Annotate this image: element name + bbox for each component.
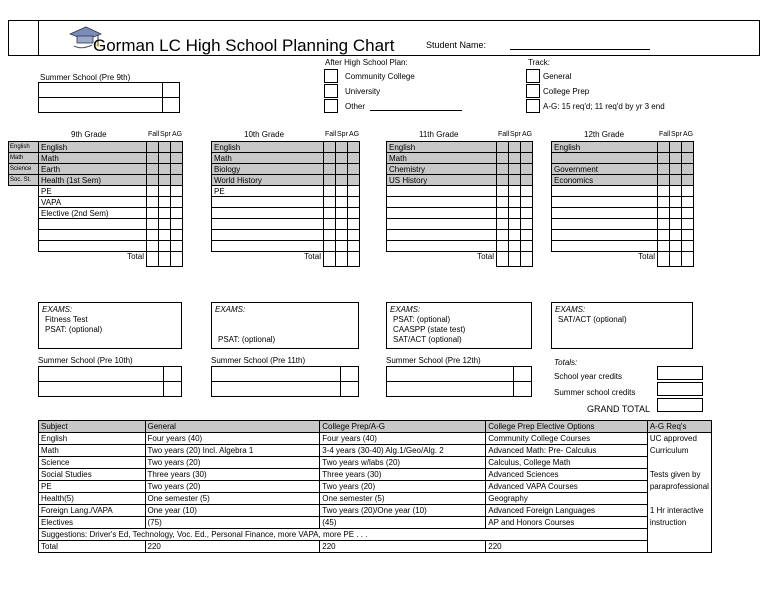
after-hs-label: After High School Plan: bbox=[325, 58, 408, 67]
row-label-science: Science bbox=[8, 163, 39, 175]
table-cell-0-3: Community College Courses bbox=[486, 433, 648, 445]
general-track-checkbox[interactable] bbox=[526, 69, 540, 83]
grade-2-course-1[interactable]: Math bbox=[386, 152, 497, 164]
ag-note-0: UC approved bbox=[647, 433, 711, 445]
table-row bbox=[39, 493, 712, 505]
university-checkbox[interactable] bbox=[324, 84, 338, 98]
table-cell-3-3: Advanced Sciences bbox=[486, 469, 648, 481]
grade-1-total-cell-2[interactable] bbox=[347, 251, 360, 267]
table-cell-2-1: Two years (20) bbox=[145, 457, 320, 469]
ag-note-total bbox=[647, 541, 711, 553]
ag-note-7: instruction bbox=[647, 517, 711, 529]
student-name-field[interactable] bbox=[510, 49, 650, 50]
table-cell-7-0: Electives bbox=[39, 517, 146, 529]
college-prep-track-label: College Prep bbox=[543, 87, 590, 96]
grand-total-field[interactable] bbox=[657, 398, 703, 412]
grade-0-summer-ag2[interactable] bbox=[163, 381, 182, 397]
grade-2-summer-ag1[interactable] bbox=[513, 366, 532, 382]
grade-2-course-0[interactable]: English bbox=[386, 141, 497, 153]
grade-0-term-spr: Spr bbox=[160, 131, 171, 138]
table-row bbox=[39, 457, 712, 469]
suggestions-text: Suggestions: Driver's Ed, Technology, Voc. Ed., Personal Finance, more VAPA, more PE . . . bbox=[39, 529, 648, 541]
grade-2-summer-ag2[interactable] bbox=[513, 381, 532, 397]
table-row bbox=[39, 505, 712, 517]
table-cell-3-0: Social Studies bbox=[39, 469, 146, 481]
grade-1-course-1[interactable]: Math bbox=[211, 152, 324, 164]
grade-3-exams-label: EXAMS: bbox=[555, 305, 586, 314]
grand-total-label: GRAND TOTAL bbox=[587, 404, 651, 414]
school-year-credits-field[interactable] bbox=[657, 366, 703, 380]
table-cell-3-1: Three years (30) bbox=[145, 469, 320, 481]
table-cell-6-3: Advanced Foreign Languages bbox=[486, 505, 648, 517]
ag-note-1: Curriculum bbox=[647, 445, 711, 457]
grade-0-exam-0: Fitness Test bbox=[45, 315, 88, 324]
grade-0-summer-row1[interactable] bbox=[38, 366, 164, 382]
total-cell-2: 220 bbox=[320, 541, 486, 553]
summer-credits-field[interactable] bbox=[657, 382, 703, 396]
grade-0-course-6[interactable]: Elective (2nd Sem) bbox=[38, 207, 147, 219]
table-cell-0-0: English bbox=[39, 433, 146, 445]
grade-1-exam-1 bbox=[215, 325, 355, 335]
ag-track-checkbox[interactable] bbox=[526, 99, 540, 113]
page-title: Gorman LC High School Planning Chart bbox=[93, 36, 395, 55]
grade-3-term-spr: Spr bbox=[671, 131, 682, 138]
grade-1-summer-ag1[interactable] bbox=[340, 366, 359, 382]
other-field[interactable] bbox=[370, 110, 462, 111]
grade-0-course-4[interactable]: PE bbox=[38, 185, 147, 197]
college-prep-track-checkbox[interactable] bbox=[526, 84, 540, 98]
table-row bbox=[39, 517, 712, 529]
grade-1-course-2[interactable]: Biology bbox=[211, 163, 324, 175]
ag-note-suggestions bbox=[647, 529, 711, 541]
grade-3-title: 12th Grade bbox=[584, 130, 625, 139]
grade-1-term-fall: Fall bbox=[325, 131, 337, 138]
grade-1-total-label: Total bbox=[211, 251, 324, 267]
grade-1-exams-label: EXAMS: bbox=[215, 305, 246, 314]
ag-note-6: 1 Hr interactive bbox=[647, 505, 711, 517]
track-label: Track: bbox=[528, 58, 550, 67]
summer-pre9-row1[interactable] bbox=[38, 82, 163, 98]
table-cell-6-1: One year (10) bbox=[145, 505, 320, 517]
grade-2-title: 11th Grade bbox=[419, 130, 459, 139]
grade-0-total-cell-2[interactable] bbox=[170, 251, 183, 267]
grade-0-course-2[interactable]: Earth bbox=[38, 163, 147, 175]
table-cell-3-2: Three years (30) bbox=[320, 469, 486, 481]
grade-1-summer-label: Summer School (Pre 11th) bbox=[211, 356, 306, 365]
grade-0-title: 9th Grade bbox=[71, 130, 107, 139]
grade-2-course-2[interactable]: Chemistry bbox=[386, 163, 497, 175]
table-cell-5-3: Geography bbox=[486, 493, 648, 505]
grade-1-course-4[interactable]: PE bbox=[211, 185, 324, 197]
table-cell-7-1: (75) bbox=[145, 517, 320, 529]
grade-0-course-5[interactable]: VAPA bbox=[38, 196, 147, 208]
student-name-label: Student Name: bbox=[426, 40, 487, 50]
table-cell-2-3: Calculus, College Math bbox=[486, 457, 648, 469]
table-row bbox=[39, 469, 712, 481]
total-cell-1: 220 bbox=[145, 541, 320, 553]
table-cell-4-2: Two years (20) bbox=[320, 481, 486, 493]
requirements-table bbox=[38, 420, 712, 553]
grade-0-summer-ag1[interactable] bbox=[163, 366, 182, 382]
grade-0-total-label: Total bbox=[38, 251, 147, 267]
row-label-english: English bbox=[8, 141, 39, 153]
grade-2-summer-label: Summer School (Pre 12th) bbox=[386, 356, 481, 365]
table-cell-5-2: One semester (5) bbox=[320, 493, 486, 505]
table-header-3: College Prep Elective Options bbox=[486, 421, 648, 433]
total-row bbox=[39, 541, 712, 553]
grade-1-term-ag: AG bbox=[349, 131, 360, 138]
community-college-checkbox[interactable] bbox=[324, 69, 338, 83]
totals-label: Totals: bbox=[554, 358, 578, 367]
grade-1-title: 10th Grade bbox=[244, 130, 285, 139]
table-header-0: Subject bbox=[39, 421, 146, 433]
grade-0-course-3[interactable]: Health (1st Sem) bbox=[38, 174, 147, 186]
total-cell-3: 220 bbox=[486, 541, 648, 553]
university-label: University bbox=[345, 87, 381, 96]
table-header-row bbox=[39, 421, 712, 433]
grade-1-course-3[interactable]: World History bbox=[211, 174, 324, 186]
title-divider bbox=[38, 20, 39, 56]
table-cell-1-3: Advanced Math: Pre- Calculus bbox=[486, 445, 648, 457]
grade-1-exams-box[interactable] bbox=[211, 302, 359, 349]
grade-0-term-ag: AG bbox=[172, 131, 183, 138]
summer-pre9-row2[interactable] bbox=[38, 97, 163, 113]
grade-1-course-0[interactable]: English bbox=[211, 141, 324, 153]
grade-0-course-1[interactable]: Math bbox=[38, 152, 147, 164]
table-cell-6-2: Two years (20)/One year (10) bbox=[320, 505, 486, 517]
grade-1-term-spr: Spr bbox=[337, 131, 348, 138]
other-label: Other bbox=[345, 102, 366, 111]
ag-track-label: A-G: 15 req'd; 11 req'd by yr 3 end bbox=[543, 102, 665, 111]
grade-2-exams-label: EXAMS: bbox=[390, 305, 421, 314]
grade-2-course-3[interactable]: US History bbox=[386, 174, 497, 186]
table-cell-2-2: Two years w/labs (20) bbox=[320, 457, 486, 469]
row-label-social-studies: Soc. St. bbox=[8, 174, 39, 186]
table-header-2: College Prep/A-G bbox=[320, 421, 486, 433]
summer-credits-label: Summer school credits bbox=[554, 388, 636, 397]
grade-3-total-label: Total bbox=[551, 251, 658, 267]
total-cell-0: Total bbox=[39, 541, 146, 553]
grade-2-term-fall: Fall bbox=[498, 131, 510, 138]
summer-pre9-label: Summer School (Pre 9th) bbox=[40, 73, 131, 82]
table-header-1: General bbox=[145, 421, 320, 433]
grade-0-course-0[interactable]: English bbox=[38, 141, 147, 153]
table-cell-4-3: Advanced VAPA Courses bbox=[486, 481, 648, 493]
table-cell-5-0: Health(5) bbox=[39, 493, 146, 505]
summer-pre9-ag1[interactable] bbox=[162, 82, 180, 98]
table-cell-1-1: Two years (20) Incl. Algebra 1 bbox=[145, 445, 320, 457]
grade-2-exam-0: PSAT: (optional) bbox=[393, 315, 451, 324]
grade-0-term-fall: Fall bbox=[148, 131, 160, 138]
table-header-4: A-G Req's bbox=[647, 421, 711, 433]
grade-1-exam-2: PSAT: (optional) bbox=[218, 335, 276, 344]
summer-pre9-ag2[interactable] bbox=[162, 97, 180, 113]
grade-3-course-2[interactable]: Government bbox=[551, 163, 658, 175]
grade-3-total-cell-2[interactable] bbox=[681, 251, 694, 267]
ag-note-4: paraprofessional bbox=[647, 481, 711, 493]
table-cell-1-0: Math bbox=[39, 445, 146, 457]
table-cell-6-0: Foreign Lang./VAPA bbox=[39, 505, 146, 517]
grade-3-course-3[interactable]: Economics bbox=[551, 174, 658, 186]
table-row bbox=[39, 481, 712, 493]
grade-3-course-0[interactable]: English bbox=[551, 141, 658, 153]
grade-2-exam-2: SAT/ACT (optional) bbox=[393, 335, 462, 344]
grade-3-exams-box[interactable] bbox=[551, 302, 693, 349]
grade-3-exam-0: SAT/ACT (optional) bbox=[558, 315, 627, 324]
table-cell-1-2: 3-4 years (30-40) Alg.1/Geo/Alg. 2 bbox=[320, 445, 486, 457]
grade-0-exams-box[interactable] bbox=[38, 302, 182, 349]
table-cell-4-0: PE bbox=[39, 481, 146, 493]
grade-2-summer-row1[interactable] bbox=[386, 366, 514, 382]
grade-3-term-fall: Fall bbox=[659, 131, 671, 138]
grade-3-term-ag: AG bbox=[683, 131, 694, 138]
table-cell-7-2: (45) bbox=[320, 517, 486, 529]
general-track-label: General bbox=[543, 72, 572, 81]
school-year-credits-label: School year credits bbox=[554, 372, 623, 381]
table-cell-4-1: Two years (20) bbox=[145, 481, 320, 493]
ag-note-3: Tests given by bbox=[647, 469, 711, 481]
table-cell-2-0: Science bbox=[39, 457, 146, 469]
grade-2-exams-box[interactable] bbox=[386, 302, 532, 349]
grade-2-term-ag: AG bbox=[522, 131, 533, 138]
community-college-label: Community College bbox=[345, 72, 415, 81]
grade-1-exam-0 bbox=[215, 315, 355, 325]
grade-2-total-label: Total bbox=[386, 251, 497, 267]
table-cell-0-2: Four years (40) bbox=[320, 433, 486, 445]
ag-note-5 bbox=[647, 493, 711, 505]
grade-0-summer-row2[interactable] bbox=[38, 381, 164, 397]
table-cell-7-3: AP and Honors Courses bbox=[486, 517, 648, 529]
table-cell-5-1: One semester (5) bbox=[145, 493, 320, 505]
suggestions-row bbox=[39, 529, 712, 541]
grade-0-summer-label: Summer School (Pre 10th) bbox=[38, 356, 133, 365]
grade-2-term-spr: Spr bbox=[510, 131, 521, 138]
ag-note-2 bbox=[647, 457, 711, 469]
grade-2-summer-row2[interactable] bbox=[386, 381, 514, 397]
grade-0-exam-1: PSAT: (optional) bbox=[45, 325, 103, 334]
grade-1-summer-row1[interactable] bbox=[211, 366, 341, 382]
grade-0-exams-label: EXAMS: bbox=[42, 305, 73, 314]
table-row bbox=[39, 433, 712, 445]
table-cell-0-1: Four years (40) bbox=[145, 433, 320, 445]
grade-2-exam-1: CAASPP (state test) bbox=[393, 325, 466, 334]
grade-1-summer-ag2[interactable] bbox=[340, 381, 359, 397]
grade-2-total-cell-2[interactable] bbox=[520, 251, 533, 267]
table-row bbox=[39, 445, 712, 457]
other-checkbox[interactable] bbox=[324, 99, 338, 113]
grade-1-summer-row2[interactable] bbox=[211, 381, 341, 397]
row-label-math: Math bbox=[8, 152, 39, 164]
